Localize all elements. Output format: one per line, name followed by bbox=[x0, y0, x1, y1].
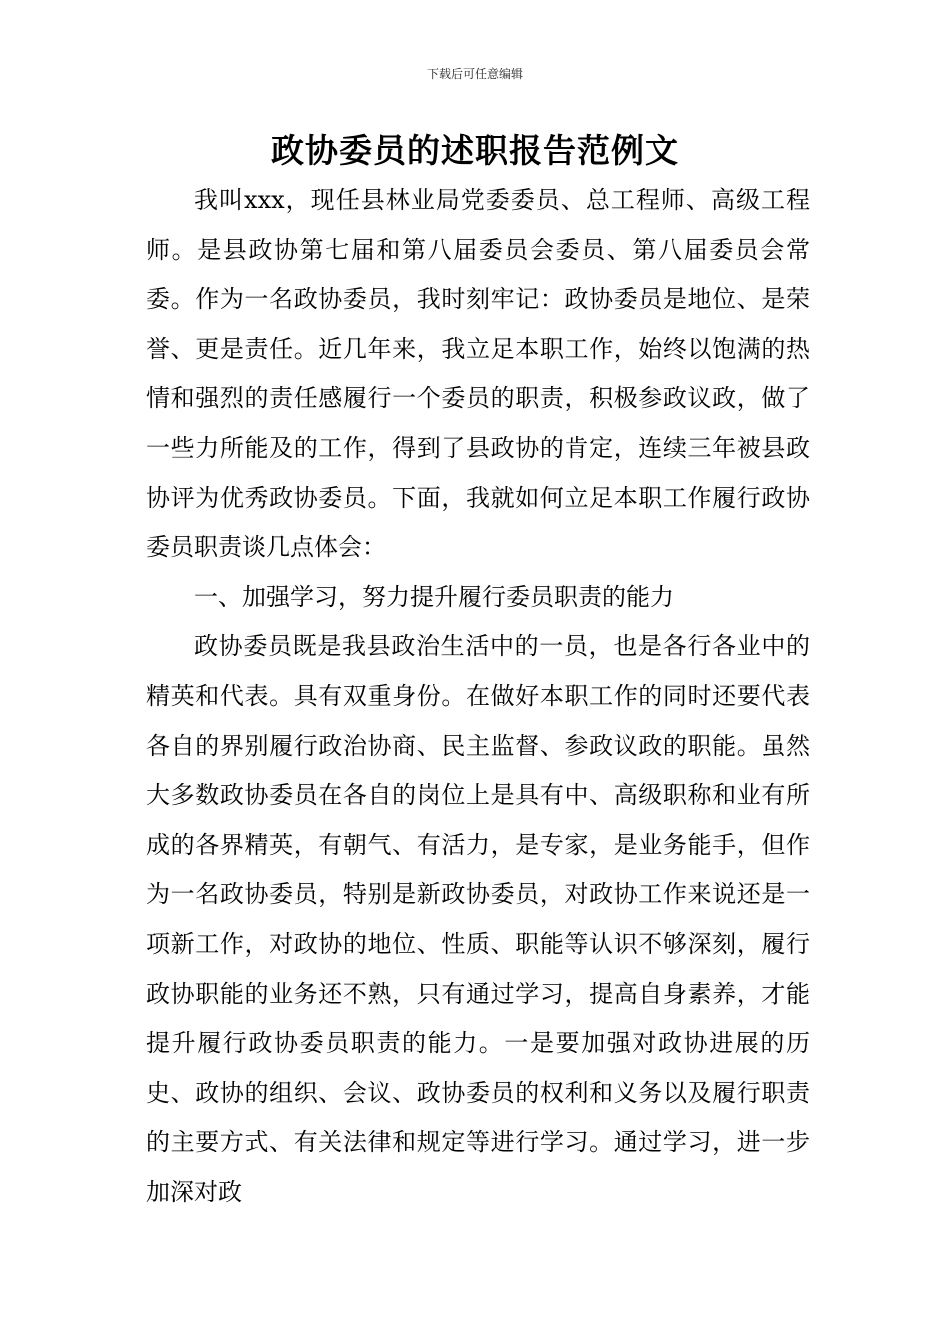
document-title: 政协委员的述职报告范例文 bbox=[271, 131, 679, 170]
paragraph-intro: 我叫xxx，现任县林业局党委委员、总工程师、高级工程师。是县政协第七届和第八届委员会委员、第八届委员会常委。作为一名政协委员，我时刻牢记：政协委员是地位、是荣誉、更是责任。近几年来，我立足本职工作，始终以饱满的热情和强烈的责任感履行一个委员的职责，积极参政议政，做了一些力所能及的工作，得到了县政协的肯定，连续三年被县政协评为优秀政协委员。下面，我就如何立足本职工作履行政协委员职责谈几点体会： bbox=[146, 186, 810, 562]
paragraph-section-1: 政协委员既是我县政治生活中的一员，也是各行各业中的精英和代表。具有双重身份。在做好本职工作的同时还要代表各自的界别履行政治协商、民主监督、参政议政的职能。虽然大多数政协委员在各自的岗位上是具有中、高级职称和业有所成的各界精英，有朝气、有活力，是专家，是业务能手，但作为一名政协委员，特别是新政协委员，对政协工作来说还是一项新工作，对政协的地位、性质、职能等认识不够深刻，履行政协职能的业务还不熟，只有通过学习，提高自身素养，才能提升履行政协委员职责的能力。一是要加强对政协进展的历史、政协的组织、会议、政协委员的权利和义务以及履行职责的主要方式、有关法律和规定等进行学习。通过学习，进一步加深对政 bbox=[146, 632, 810, 1206]
download-note: 下载后可任意编辑 bbox=[426, 67, 523, 81]
document-body bbox=[146, 176, 810, 1217]
section-heading-1: 一、加强学习，努力提升履行委员职责的能力 bbox=[194, 582, 674, 611]
